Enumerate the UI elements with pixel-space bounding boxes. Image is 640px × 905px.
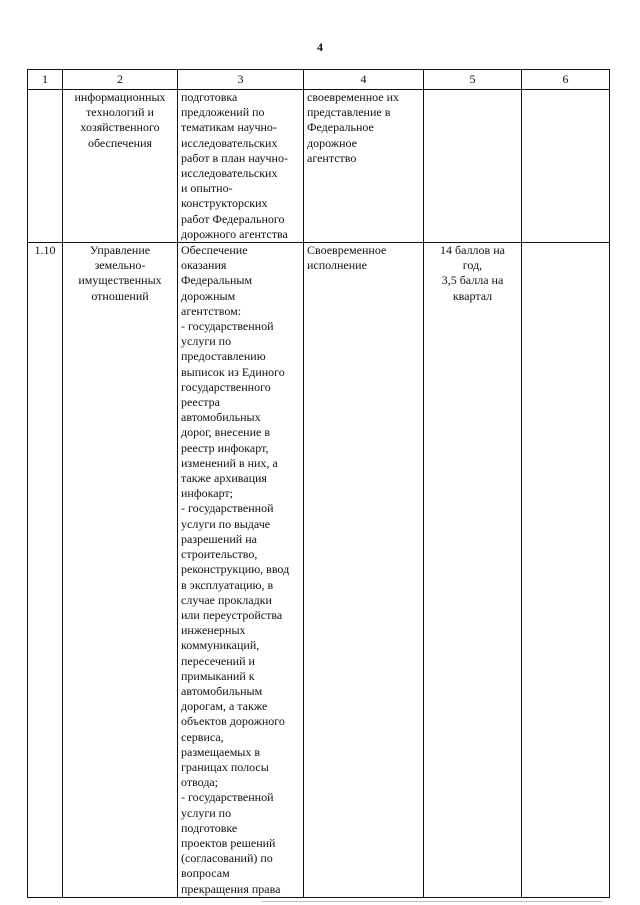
activity-text: Обеспечение оказания Федеральным дорожным агентством: - государственной услуги по предоставлению выписок из Единого государственного реестра автомобильных дорог, внесение в реестр инфокарт, изменений в них, а также архивация инфокарт; - государственной услуги по выдаче разрешений на строительство, реконструкцию, ввод в эксплуатацию, в случае прокладки или переустройства инженерных коммуникаций, пересечений и примыканий к автомобильным дорогам, а также объектов дорожного сервиса, размещаемых в границах полосы отвода; - государственной услуги по подготовке проектов решений (согласований) по вопросам прекращения права <box>181 243 290 896</box>
scan-edge-line <box>262 901 602 902</box>
department-name: Управление земельно- имущественных отношений <box>78 243 162 303</box>
page-number: 4 <box>317 40 323 54</box>
row-number: 1.10 <box>34 243 56 258</box>
column-header-1: 1 <box>28 70 63 90</box>
column-header-5: 5 <box>424 70 522 90</box>
score-text: 14 баллов на год, 3,5 балла на квартал <box>440 243 505 303</box>
criterion-text: Своевременное исполнение <box>307 243 387 273</box>
document-table <box>27 69 610 898</box>
column-header-3: 3 <box>178 70 304 90</box>
criterion-text: своевременное их представление в Федеральное дорожное агентство <box>307 90 400 165</box>
column-header-4: 4 <box>304 70 424 90</box>
header-row <box>28 70 610 90</box>
column-header-2: 2 <box>63 70 178 90</box>
column-header-6: 6 <box>522 70 610 90</box>
activity-text: подготовка предложений по тематикам научно- исследовательских работ в план научно- исследовательских и опытно- конструкторских работ Федерального дорожного агентства <box>181 90 288 241</box>
department-name: информационных технологий и хозяйственного обеспечения <box>74 90 166 150</box>
table-row <box>28 90 610 243</box>
table-row <box>28 243 610 898</box>
